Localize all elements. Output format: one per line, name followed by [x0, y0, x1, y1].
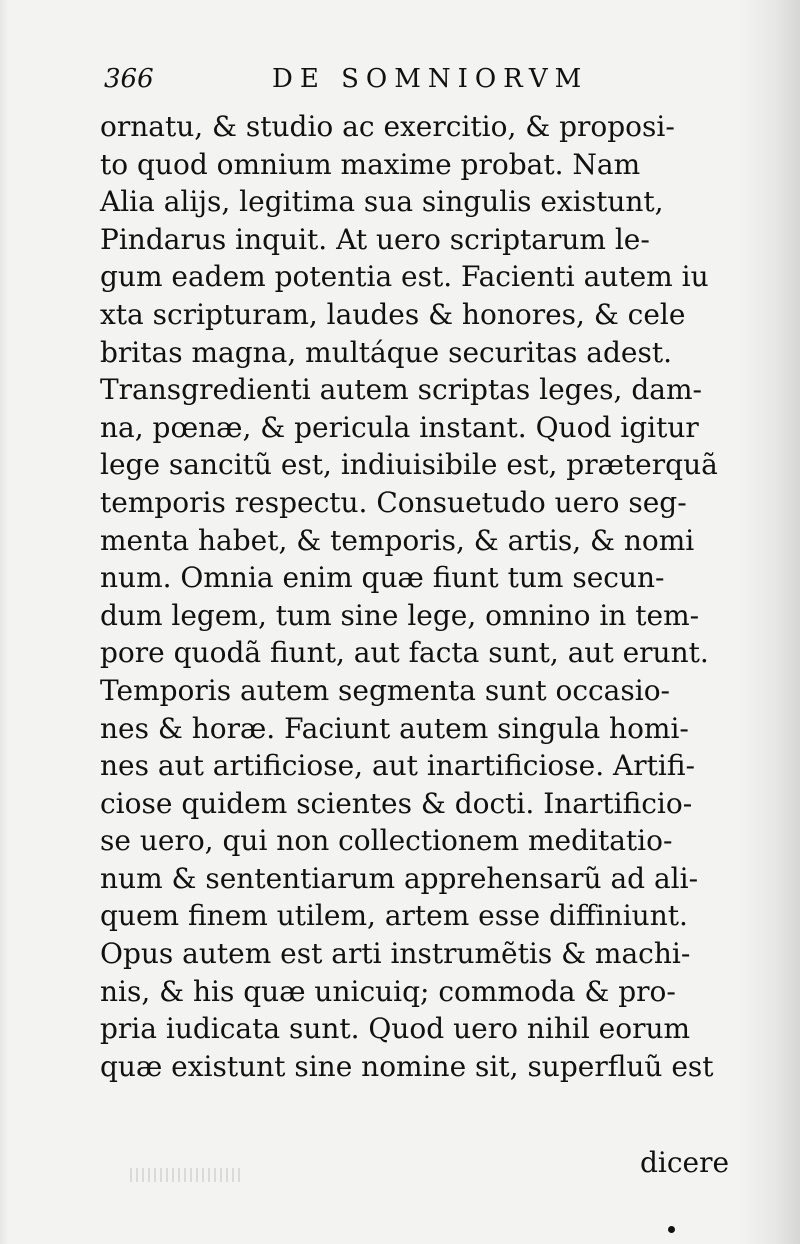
text-line: num & sententiarum apprehensarũ ad ali- [100, 861, 699, 895]
show-through-ink [130, 1168, 240, 1182]
gutter-shadow [740, 0, 800, 1244]
text-line: pria iudicata sunt. Quod uero nihil eorum [100, 1012, 691, 1046]
text-line: num. Omnia enim quæ fiunt tum secun- [100, 561, 665, 595]
running-title: DE SOMNIORVM [272, 64, 589, 94]
text-line: lege sancitũ est, indiuisibile est, præterquã [100, 448, 718, 482]
catchword: dicere [640, 1146, 730, 1179]
text-line: Transgredienti autem scriptas leges, dam- [100, 373, 702, 407]
text-line: temporis respectu. Consuetudo uero seg- [100, 485, 687, 519]
text-line: nes & horæ. Faciunt autem singula homi- [100, 711, 689, 745]
text-line: dum legem, tum sine lege, omnino in tem- [100, 598, 700, 632]
text-line: nis, & his quæ unicuiq; commoda & pro- [100, 974, 676, 1008]
text-line: xta scripturam, laudes & honores, & cele [100, 297, 686, 331]
text-line: pore quodã fiunt, aut facta sunt, aut erunt. [100, 636, 709, 670]
text-line: ciose quidem scientes & docti. Inartificio- [100, 786, 693, 820]
text-line: quæ existunt sine nomine sit, superfluũ est [100, 1049, 714, 1083]
text-line: ornatu, & studio ac exercitio, & proposi- [100, 110, 675, 143]
text-line: nes aut artificiose, aut inartificiose. Artifi- [100, 749, 695, 783]
text-line: Opus autem est arti instrumẽtis & machi- [100, 937, 691, 971]
page-header [104, 62, 744, 102]
folio-number: 366 [104, 64, 154, 94]
text-line: Pindarus inquit. At uero scriptarum le- [100, 222, 650, 256]
text-line: britas magna, multáque securitas adest. [100, 335, 673, 369]
text-line: Alia alijs, legitima sua singulis existunt, [100, 185, 664, 219]
text-line: na, pœnæ, & pericula instant. Quod igitur [100, 410, 699, 444]
text-line: gum eadem potentia est. Facienti autem iu [100, 260, 709, 294]
page-left-edge [0, 0, 8, 1244]
text-line: se uero, qui non collectionem meditatio- [100, 824, 673, 858]
ink-speck [668, 1226, 675, 1233]
text-line: menta habet, & temporis, & artis, & nomi [100, 523, 695, 557]
text-line: Temporis autem segmenta sunt occasio- [100, 673, 671, 707]
text-line: to quod omnium maxime probat. Nam [100, 147, 641, 181]
text-line: quem finem utilem, artem esse diffiniunt. [100, 899, 688, 933]
body-text [100, 108, 740, 1085]
